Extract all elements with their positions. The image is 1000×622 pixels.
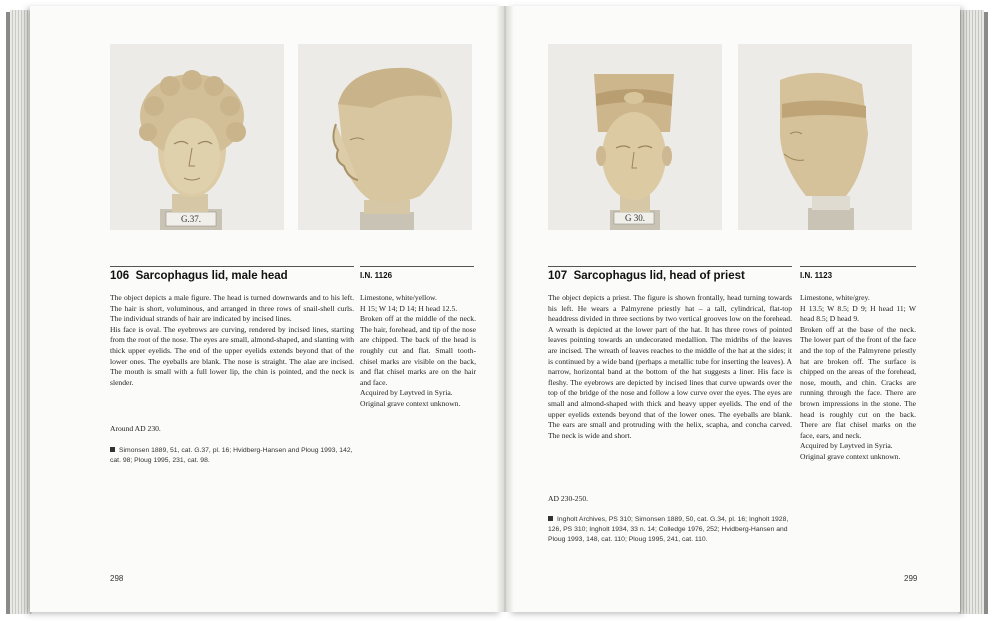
description-106-p2: His face is oval. The eyebrows are curving, rendered by incised lines, starting from the root of the nose. The eyes are small, almond-shaped, and slanting with thick upper eyelids. The end of the upper eyelids extends beyond that of the lower ones. The eyeballs are blank. The nose is straight. The alae are incised. The mouth is small with a full lower lip, the chin is pointed, and the neck is slender. <box>110 324 354 387</box>
inventory-number-107: I.N. 1123 <box>800 271 833 280</box>
description-106 <box>110 293 354 388</box>
entry-title-106 <box>110 270 288 282</box>
inv-rule-107 <box>800 266 916 267</box>
title-rule-106 <box>110 266 354 267</box>
meta-106-acquisition: Acquired by Løytved in Syria. <box>360 388 453 398</box>
priest-head-front-icon <box>548 44 722 230</box>
photo-106-front <box>110 44 284 230</box>
priest-head-profile-icon <box>738 44 912 230</box>
meta-107-material: Limestone, white/grey. <box>800 293 870 302</box>
description-107-p1: The object depicts a priest. The figure is shown frontally, head turning towards his left. He wears a Palmyrene priestly hat – a tall, cylindrical, flat-top headdress divided in three sections by two vertical grooves low on the forehead. A wreath is depicted at the lower part of the hat. It has three rows of pointed leaves pointing towards an undecorated medallion. The midribs of the leaves are incised. The wreath of leaves reaches to the middle of the hat at the sides; it is continued by a wide band (perhaps a metallic tube for inserting the leaves). A narrow, horizontal band at the bottom of the hat suggests a liner. His face is fleshy. The eyebrows are depicted by incised lines that curve upwards over the top of the bridge of the nose and follow a low curve over the eyes. The eyes are small and almond-shaped with thick and heavy upper eyelids. The end of the upper eyelids extends beyond that of the lower ones. The eyeballs are blank. The ears are small and protruding with the helix, scapha, and concha carved. The neck is wide and short. <box>548 293 792 440</box>
description-107 <box>548 293 792 441</box>
entry-title-text-107: Sarcophagus lid, head of priest <box>573 270 745 282</box>
male-head-profile-icon <box>298 44 472 230</box>
date-106: Around AD 230. <box>110 424 161 433</box>
book-spine <box>496 6 514 612</box>
bullet-square-icon <box>110 447 115 452</box>
meta-107-context: Original grave context unknown. <box>800 451 901 461</box>
meta-106-context: Original grave context unknown. <box>360 398 461 408</box>
page-number-right: 299 <box>904 574 918 583</box>
photo-label-107: G 30. <box>625 213 645 223</box>
inventory-number-106: I.N. 1126 <box>360 271 393 280</box>
meta-106-dimensions: H 15; W 14; D 14; H head 12.5. <box>360 303 458 313</box>
photo-107-front <box>548 44 722 230</box>
meta-106-condition: Broken off at the middle of the neck. The hair, forehead, and tip of the nose are chipped. The back of the head is roughly cut and flat. Small tooth-chisel marks are visible on the back, and flat chisel marks are on the hair and face. <box>360 314 476 387</box>
bibliography-107-text: Ingholt Archives, PS 310; Simonsen 1889, 50, cat. G.34, pl. 16; Ingholt 1928, 126, PS 310; Ingholt 1934, 33 n. 14; Colledge 1976, 252; Hvidberg-Hansen and Ploug 1993, 148, cat. 110; Ploug 1995, 241, cat. 110. <box>548 516 789 544</box>
meta-107-acquisition: Acquired by Løytved in Syria. <box>800 441 893 451</box>
page-edges-right <box>958 10 984 614</box>
bibliography-107 <box>548 515 792 546</box>
photo-label-106: G.37. <box>181 214 201 224</box>
bibliography-106-text: Simonsen 1889, 51, cat. G.37, pl. 16; Hvidberg-Hansen and Ploug 1993, 142, cat. 98; Ploug 1995, 231, cat. 98. <box>110 447 353 465</box>
page-edges-left <box>10 10 32 614</box>
meta-107 <box>800 293 916 463</box>
entry-title-text-106: Sarcophagus lid, male head <box>135 270 288 282</box>
bullet-square-icon <box>548 516 553 521</box>
inv-rule-106 <box>360 266 474 267</box>
entry-title-107 <box>548 270 745 282</box>
date-107: AD 230-250. <box>548 494 589 503</box>
bibliography-106 <box>110 446 354 466</box>
meta-106 <box>360 293 476 410</box>
left-page <box>30 6 502 612</box>
photo-106-profile <box>298 44 472 230</box>
page-number-left: 298 <box>110 574 124 583</box>
entry-number-106: 106 <box>110 270 130 282</box>
description-106-p1: The object depicts a male figure. The head is turned downwards and to his left. The hair is short, voluminous, and arranged in three rows of snail-shell curls. The individual strands of hair are indicated by incised lines. <box>110 293 354 324</box>
right-page <box>508 6 960 612</box>
title-rule-107 <box>548 266 792 267</box>
meta-107-dimensions: H 13.5; W 8.5; D 9; H head 11; W head 8.5; D head 9. <box>800 303 916 324</box>
meta-107-condition: Broken off at the base of the neck. The lower part of the front of the face and the top of the Palmyrene priestly hat are broken off. The surface is chipped on the areas of the forehead, nose, mouth, and chin. Cracks are running through the face. There are brown impressions in the stone. The head is roughly cut on the back. There are flat chisel marks on the face, ears, and neck. <box>800 324 916 440</box>
meta-106-material: Limestone, white/yellow. <box>360 293 437 302</box>
photo-107-profile <box>738 44 912 230</box>
male-head-front-icon <box>110 44 284 230</box>
entry-number-107: 107 <box>548 270 568 282</box>
